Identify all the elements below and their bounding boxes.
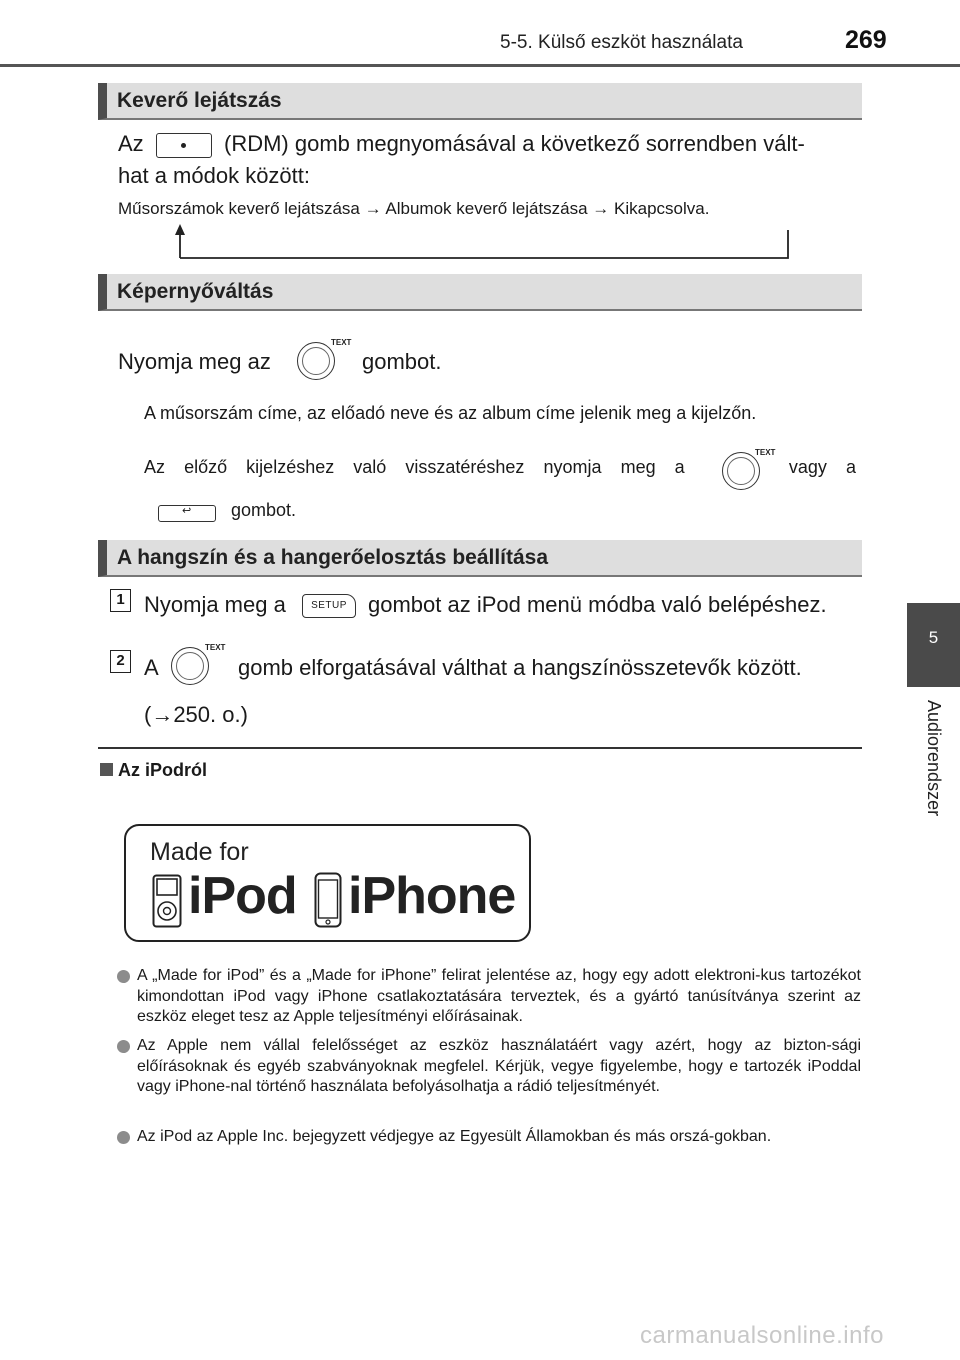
section-title: Képernyőváltás	[117, 280, 274, 303]
chapter-title: 5-5. Külső eszköt használata	[500, 32, 743, 53]
setup-button-icon	[302, 594, 356, 618]
bullet-text: Az iPod az Apple Inc. bejegyzett védjegye az Egyesült Államokban és más orszá-gokban.	[137, 1128, 772, 1145]
rdm-text-pre: Az	[118, 131, 144, 156]
shuffle-cycle-text: Műsorszámok keverő lejátszása → Albumok keverő lejátszása → Kikapcsolva.	[118, 199, 710, 218]
step2-text-post: gomb elforgatásával válthat a hangszínösszetevők között.	[238, 655, 802, 680]
bullet-text: Az Apple nem vállal felelősséget az eszköz használatáért vagy azért, hogy az bizton-sági előírásoknak és egyéb szabványoknak megfelel. Kérjük, vegye figyelembe, hogy e tartozék iPoddal vagy iPhone-nal történő használata befolyásolhatja a rádió teljesítményét.	[137, 1037, 861, 1095]
bullet-icon	[117, 1131, 130, 1144]
made-for-ipod-iphone-logo	[124, 824, 531, 942]
bullet-text: A „Made for iPod” és a „Made for iPhone” felirat jelentése az, hogy egy adott elektroni-kus tartozékot kimondottan iPod vagy iPhone csatlakoztatására terveztek, és a gyártó tanúsítványa szerint az eszköz eleget tesz az Apple teljesítményi előírásainak.	[137, 967, 861, 1025]
section-title: Keverő lejátszás	[117, 89, 282, 112]
rdm-text-post: (RDM) gomb megnyomásával a következő sorrendben vált-	[224, 131, 805, 156]
text-knob-icon	[297, 342, 335, 380]
setup-button-label: SETUP	[311, 600, 347, 611]
bullet-icon	[117, 970, 130, 983]
page-reference: (→250. o.)	[144, 702, 248, 727]
back-arrow-icon: ↩	[182, 505, 192, 517]
back-text-post: gombot.	[231, 500, 297, 520]
page-number: 269	[845, 26, 887, 54]
ipod-icon	[152, 874, 182, 928]
display-info-text: A műsorszám címe, az előadó neve és az album címe jelenik meg a kijelzőn.	[144, 403, 757, 423]
knob-label: TEXT	[205, 643, 226, 652]
step1-text-post: gombot az iPod menü módba való belépéshez.	[368, 592, 827, 617]
section-header-display	[98, 274, 862, 311]
side-tab-number: 5	[928, 628, 939, 647]
knob-label: TEXT	[331, 338, 352, 347]
text-knob-icon	[722, 452, 760, 490]
side-tab-label-text: Audiorendszer	[924, 700, 944, 817]
logo-made-for: Made for	[150, 838, 249, 866]
section-divider	[98, 747, 862, 749]
step1-text-pre: Nyomja meg a	[144, 592, 286, 617]
square-bullet-icon	[100, 763, 113, 776]
knob-label: TEXT	[755, 448, 776, 457]
rdm-button-icon	[156, 133, 212, 158]
logo-iphone: iPhone	[348, 867, 516, 925]
step-number-2: 2	[110, 650, 131, 673]
ipod-section-title: Az iPodról	[118, 760, 207, 780]
back-text-mid: vagy a	[788, 457, 856, 477]
press-text-post: gombot.	[362, 349, 442, 374]
back-text-pre: Az előző kijelzéshez való visszatéréshez nyomja meg a	[144, 457, 685, 477]
iphone-icon	[314, 872, 342, 928]
text-knob-icon	[171, 647, 209, 685]
section-header-sound	[98, 540, 862, 577]
bullet-icon	[117, 1040, 130, 1053]
back-button-icon	[158, 505, 216, 522]
section-title: A hangszín és a hangerőelosztás beállítása	[117, 546, 549, 569]
header-rule	[0, 64, 960, 67]
step2-text-pre: A	[144, 655, 159, 680]
logo-ipod: iPod	[188, 867, 297, 925]
dot-icon	[181, 143, 186, 148]
side-tab-label	[898, 700, 960, 840]
rdm-text-line2: hat a módok között:	[118, 163, 310, 188]
step-number-1: 1	[110, 589, 131, 612]
cycle-return-arrow-icon	[170, 222, 795, 264]
press-text-pre: Nyomja meg az	[118, 349, 271, 374]
watermark: carmanualsonline.info	[640, 1322, 884, 1349]
section-header-shuffle	[98, 83, 862, 120]
